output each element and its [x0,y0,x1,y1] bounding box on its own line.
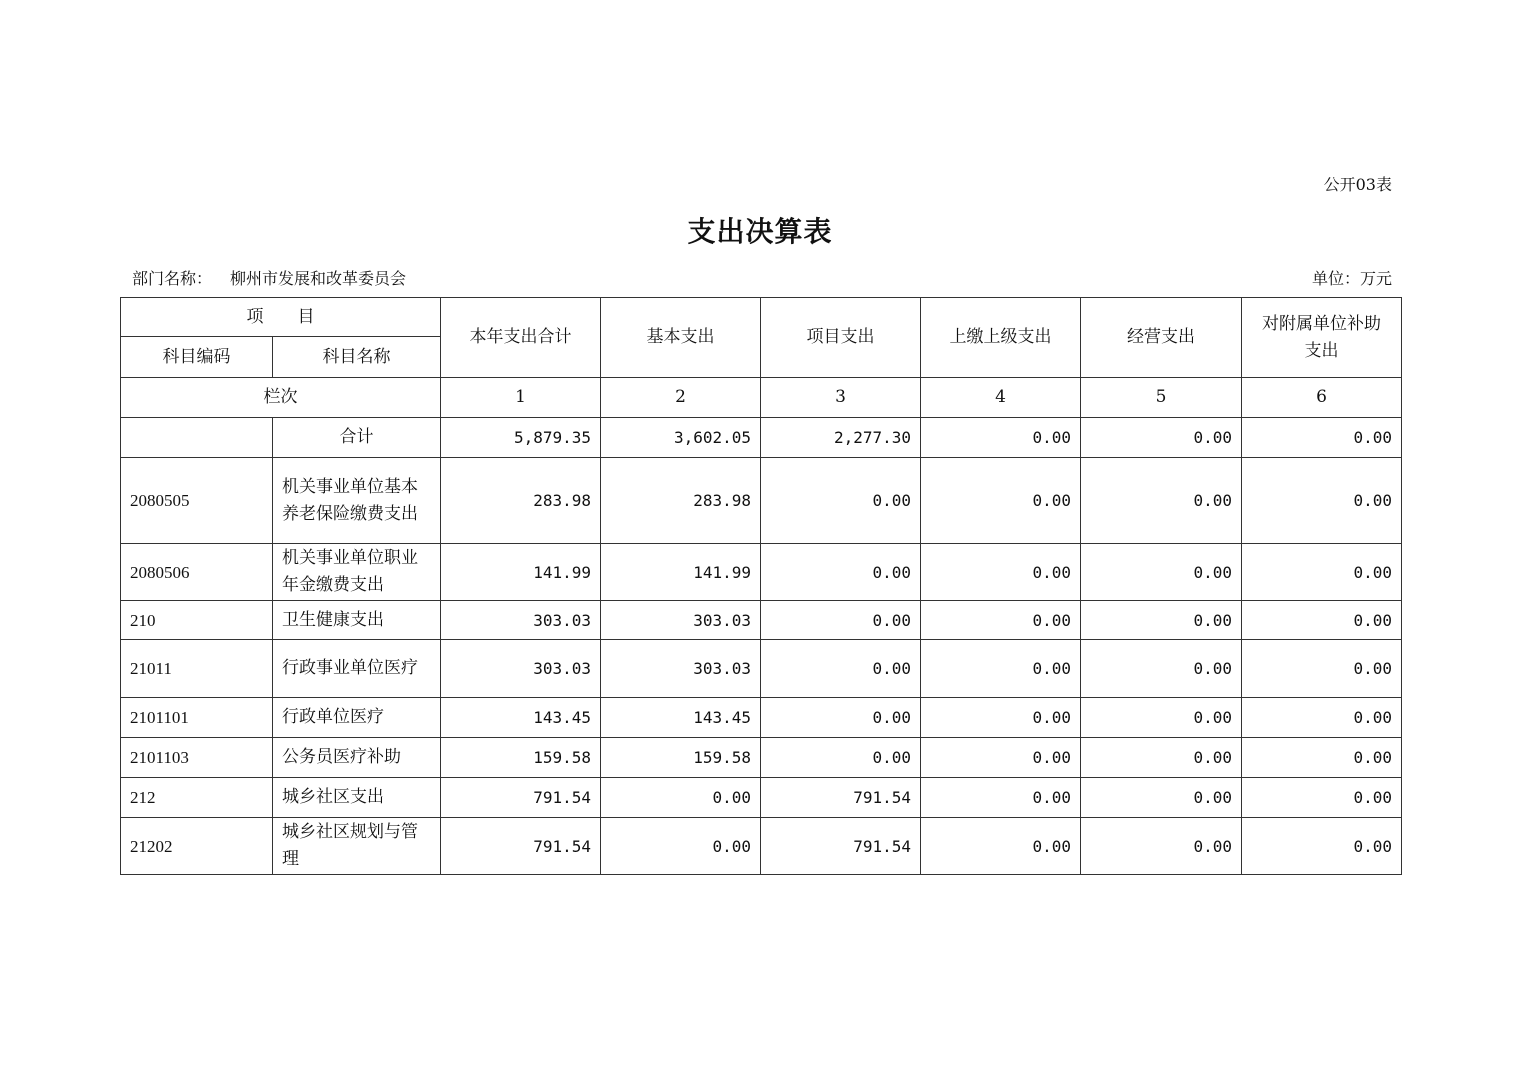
amount-cell: 791.54 [761,818,921,875]
amount-cell: 0.00 [921,601,1081,640]
total-value: 2,277.30 [761,418,921,458]
column-index: 5 [1081,378,1242,418]
header-col-subsidy: 对附属单位补助支出 [1242,298,1402,378]
table-row [121,738,1402,778]
total-row [121,418,1402,458]
amount-cell: 0.00 [1081,544,1242,601]
amount-cell: 0.00 [1081,818,1242,875]
total-value: 5,879.35 [441,418,601,458]
amount-cell: 791.54 [761,778,921,818]
header-col-operation: 经营支出 [1081,298,1242,378]
subject-name-cell: 城乡社区规划与管理 [273,818,441,875]
amount-cell: 0.00 [761,458,921,544]
amount-cell: 141.99 [601,544,761,601]
amount-cell: 0.00 [1242,640,1402,698]
table-row [121,778,1402,818]
amount-cell: 0.00 [921,544,1081,601]
amount-cell: 0.00 [1242,778,1402,818]
amount-cell: 0.00 [1242,818,1402,875]
subject-code-cell: 2101101 [121,698,273,738]
header-subject-name: 科目名称 [273,337,441,378]
subject-name-cell: 城乡社区支出 [273,778,441,818]
column-index: 6 [1242,378,1402,418]
header-col-total: 本年支出合计 [441,298,601,378]
subject-code-cell: 2101103 [121,738,273,778]
subject-code-cell: 2080506 [121,544,273,601]
column-index: 4 [921,378,1081,418]
amount-cell: 283.98 [441,458,601,544]
column-index: 1 [441,378,601,418]
expenditure-table [120,297,1402,875]
page-title: 支出决算表 [687,215,833,248]
amount-cell: 0.00 [1081,601,1242,640]
table-row [121,601,1402,640]
total-value: 3,602.05 [601,418,761,458]
amount-cell: 143.45 [601,698,761,738]
amount-cell: 0.00 [1081,458,1242,544]
amount-cell: 0.00 [761,544,921,601]
amount-cell: 0.00 [601,818,761,875]
header-col-project: 项目支出 [761,298,921,378]
subject-name-cell: 行政单位医疗 [273,698,441,738]
amount-cell: 0.00 [1242,601,1402,640]
form-code: 公开03表 [1323,175,1392,194]
subject-code-cell: 21011 [121,640,273,698]
amount-cell: 0.00 [1242,458,1402,544]
amount-cell: 0.00 [1081,778,1242,818]
amount-cell: 303.03 [601,601,761,640]
amount-cell: 0.00 [921,738,1081,778]
header-row-1 [121,298,1402,337]
amount-cell: 0.00 [1081,738,1242,778]
table-row [121,640,1402,698]
amount-cell: 141.99 [441,544,601,601]
amount-cell: 0.00 [1081,698,1242,738]
amount-cell: 791.54 [441,818,601,875]
total-name: 合计 [273,418,441,458]
header-subject-code: 科目编码 [121,337,273,378]
amount-cell: 0.00 [1242,698,1402,738]
subject-name-cell: 卫生健康支出 [273,601,441,640]
subject-code-cell: 212 [121,778,273,818]
amount-cell: 0.00 [761,640,921,698]
header-col-basic: 基本支出 [601,298,761,378]
total-value: 0.00 [921,418,1081,458]
amount-cell: 0.00 [1242,544,1402,601]
amount-cell: 159.58 [601,738,761,778]
total-value: 0.00 [1242,418,1402,458]
amount-cell: 791.54 [441,778,601,818]
amount-cell: 0.00 [1081,640,1242,698]
amount-cell: 303.03 [441,601,601,640]
table-row [121,458,1402,544]
amount-cell: 283.98 [601,458,761,544]
amount-cell: 0.00 [921,818,1081,875]
subject-code-cell: 2080505 [121,458,273,544]
table-row [121,544,1402,601]
amount-cell: 0.00 [921,698,1081,738]
subject-code-cell: 21202 [121,818,273,875]
amount-cell: 0.00 [761,698,921,738]
department-label: 部门名称： [132,269,213,288]
amount-cell: 0.00 [921,640,1081,698]
amount-cell: 303.03 [441,640,601,698]
column-index: 3 [761,378,921,418]
total-value: 0.00 [1081,418,1242,458]
amount-cell: 143.45 [441,698,601,738]
amount-cell: 0.00 [1242,738,1402,778]
department-name: 柳州市发展和改革委员会 [230,269,407,288]
subject-code-cell: 210 [121,601,273,640]
unit-label: 单位：万元 [1311,269,1392,288]
amount-cell: 0.00 [921,458,1081,544]
department-line [132,266,406,289]
column-index: 2 [601,378,761,418]
table-row [121,698,1402,738]
amount-cell: 0.00 [601,778,761,818]
amount-cell: 159.58 [441,738,601,778]
subject-name-cell: 机关事业单位职业年金缴费支出 [273,544,441,601]
column-index-label: 栏次 [121,378,441,418]
amount-cell: 0.00 [761,738,921,778]
total-code [121,418,273,458]
column-index-row [121,378,1402,418]
header-item: 项 目 [121,298,441,337]
amount-cell: 0.00 [921,778,1081,818]
table-row [121,818,1402,875]
subject-name-cell: 公务员医疗补助 [273,738,441,778]
amount-cell: 0.00 [761,601,921,640]
header-col-upper: 上缴上级支出 [921,298,1081,378]
amount-cell: 303.03 [601,640,761,698]
subject-name-cell: 机关事业单位基本养老保险缴费支出 [273,458,441,544]
subject-name-cell: 行政事业单位医疗 [273,640,441,698]
